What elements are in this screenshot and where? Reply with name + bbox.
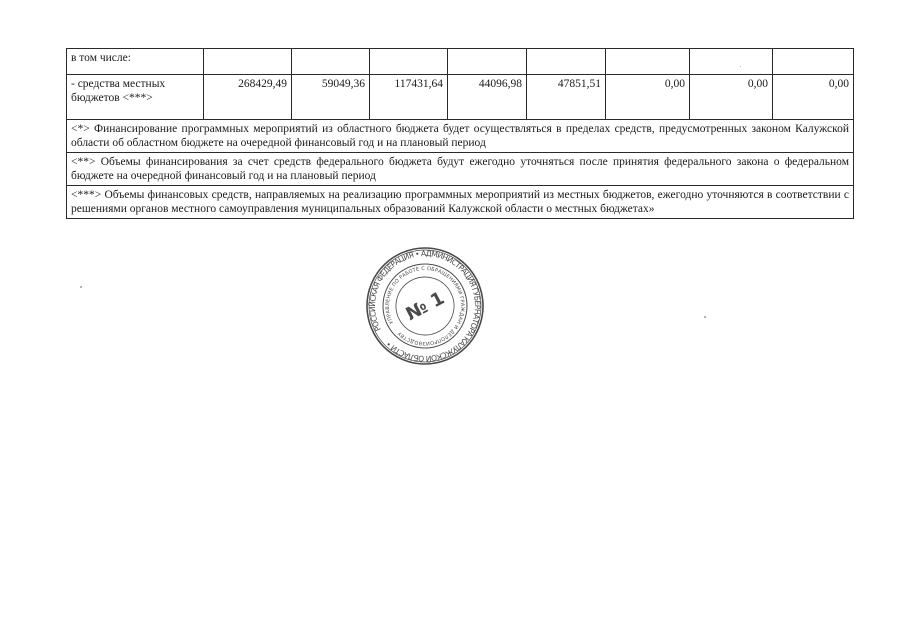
- empty-cell: [527, 49, 606, 75]
- value-cell-total: 268429,49: [204, 75, 292, 120]
- empty-cell: [204, 49, 292, 75]
- scan-speck: [740, 66, 741, 67]
- value-cell: 59049,36: [292, 75, 370, 120]
- financing-table: [66, 48, 854, 219]
- value-cell: 0,00: [606, 75, 690, 120]
- value-cell: 0,00: [773, 75, 854, 120]
- official-seal-stamp: [365, 246, 485, 366]
- value-cell: 0,00: [690, 75, 773, 120]
- value-cell: 44096,98: [448, 75, 527, 120]
- footnote-federal-budget: <**> Объемы финансирования за счет средств федерального бюджета будут ежегодно уточняться после принятия федерального закона о федеральном бюджете на очередной финансовый год и на плановый период: [67, 153, 854, 186]
- scan-speck: [704, 316, 706, 318]
- stamp-number: № 1: [402, 287, 449, 326]
- empty-cell: [606, 49, 690, 75]
- empty-cell: [690, 49, 773, 75]
- empty-cell: [370, 49, 448, 75]
- subtotal-label: в том числе:: [67, 49, 204, 75]
- table-row-local-budget: [67, 75, 854, 120]
- stamp-inner-text: УПРАВЛЕНИЕ ПО РАБОТЕ С ОБРАЩЕНИЯМИ ГРАЖДАН И ДЕЛОПРОИЗВОДСТВУ: [384, 265, 466, 347]
- table-row-note: [67, 186, 854, 219]
- footnote-regional-budget: <*> Финансирование программных мероприятий из областного бюджета будет осуществляться в пределах средств, предусмотренных законом Калужской области об областном бюджете на очередной финансовый год и на плановый период: [67, 120, 854, 153]
- empty-cell: [448, 49, 527, 75]
- stamp-outer-text: РОССИЙСКАЯ ФЕДЕРАЦИЯ • АДМИНИСТРАЦИЯ ГУБЕРНАТОРА КАЛУЖСКОЙ ОБЛАСТИ •: [367, 248, 483, 364]
- table-row-note: [67, 153, 854, 186]
- table-row-note: [67, 120, 854, 153]
- empty-cell: [292, 49, 370, 75]
- local-budget-label: - средства местных бюджетов <***>: [67, 75, 204, 120]
- footnote-local-budgets: <***> Объемы финансовых средств, направляемых на реализацию программных мероприятий из местных бюджетов, ежегодно уточняются в соответствии с решениями органов местного самоуправления муниципальных образований Калужской области о местных бюджетах»: [67, 186, 854, 219]
- scan-speck: [80, 286, 82, 288]
- value-cell: 117431,64: [370, 75, 448, 120]
- table-row-subtotal-header: [67, 49, 854, 75]
- value-cell: 47851,51: [527, 75, 606, 120]
- empty-cell: [773, 49, 854, 75]
